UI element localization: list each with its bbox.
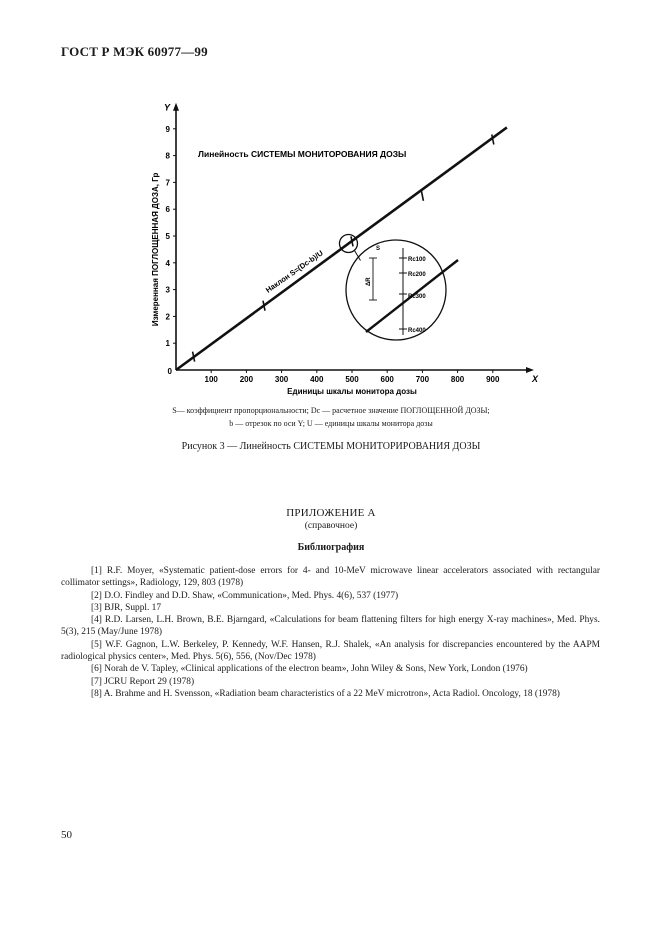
y-axis-arrow [173,103,179,111]
x-tick-label: 800 [450,375,465,384]
figure-note-line-2: b — отрезок по оси Y; U — единицы шкалы монитора дозы [229,419,433,428]
chart-marks [176,127,507,370]
bibliography-item: [8] A. Brahme and H. Svensson, «Radiation beam characteristics of a 22 MeV microtron», Acta Radiol. Oncology, 18 (1978) [91,688,560,699]
x-tick-label: 600 [380,375,394,384]
y-tick-label: 8 [165,151,170,161]
x-axis-label: Единицы шкалы монитора дозы [287,387,417,396]
y-axis-letter: Y [164,102,171,113]
y-tick-label: 6 [165,205,170,215]
chart-inset [346,240,458,340]
x-tick-label: 200 [239,375,254,384]
bibliography-item: [6] Norah de V. Tapley, «Clinical applications of the electron beam», John Wiley & Sons, New York, London (1976) [91,664,528,675]
figure-caption: Рисунок 3 — Линейность СИСТЕМЫ МОНИТОРИРОВАНИЯ ДОЗЫ [181,441,481,452]
x-tick-label: 700 [415,375,430,384]
appendix-title: ПРИЛОЖЕНИЕ А [286,507,376,519]
x-axis-arrow [526,367,534,373]
data-point [193,352,195,362]
bibliography-item: [4] R.D. Larsen, L.H. Brown, B.E. Bjarngard, «Calculations for beam flattening filters for high energy X-ray machines», Med. Phys. 5(3), 215 (May/June 1978) [61,615,600,638]
y-tick-label: 3 [165,285,170,295]
y-tick-label: 9 [165,124,170,134]
bibliography-item: [7] JCRU Report 29 (1978) [91,676,195,687]
bibliography-item: [5] W.F. Gagnon, L.W. Berkeley, P. Kennedy, W.F. Hansen, R.J. Shalek, «An analysis for discrepancies encountered by the AAPM radiological physics center», Med. Phys. 5(6), 556, (Nov/Dec 1978) [61,639,600,663]
bibliography-list [61,565,600,700]
data-point [421,191,423,201]
document-header: ГОСТ Р МЭК 60977—99 [61,44,208,59]
x-axis-letter: X [532,374,539,384]
bibliography-item: [1] R.F. Moyer, «Systematic patient-dose errors for 4- and 10-MeV microwave linear accelerators associated with rectangular collimator settings», Radiology, 129, 803 (1978) [61,566,600,589]
x-tick-label: 400 [310,375,324,384]
inset-label-s: S [376,246,381,252]
data-point [351,236,353,246]
y-tick-label: 2 [165,312,170,322]
inset-label-delta-r: ΔR [366,277,372,286]
inset-label-rc200: Rc200 [408,272,426,278]
x-tick-label: 300 [274,375,289,384]
inset-circle [346,240,446,340]
x-tick-label: 900 [486,375,500,384]
y-tick-label: 7 [165,178,170,188]
x-tick-label: 500 [345,375,359,384]
page-number: 50 [61,829,72,841]
y-tick-label: 5 [165,232,170,241]
inset-label-rc100: Rc100 [408,257,426,263]
slope-label: Наклон S=(Dc-b)/U [263,248,325,295]
bibliography-title: Библиография [297,542,365,553]
chart-title: Линейность СИСТЕМЫ МОНИТОРОВАНИЯ ДОЗЫ [198,149,407,159]
dose-linearity-chart [140,100,539,400]
y-axis-label: Измеренная ПОГЛОЩЕННАЯ ДОЗА, Гр [151,172,160,327]
figure-note-line-1: S— коэффициент пропорциональности; Dc — расчетное значение ПОГЛОЩЕННОЙ ДОЗЫ; [172,406,490,415]
bibliography-item: [3] BJR, Suppl. 17 [91,602,162,613]
appendix-subtitle: (справочное) [304,521,358,531]
data-point [263,301,265,311]
bibliography-item: [2] D.O. Findley and D.D. Shaw, «Communication», Med. Phys. 4(6), 537 (1977) [91,590,399,601]
inset-label-rc300: Rc300 [408,294,426,300]
y-tick-label: 4 [165,258,170,268]
origin-label: 0 [167,367,172,376]
x-tick-label: 100 [204,375,218,384]
inset-label-rc400: Rc400 [408,328,426,334]
y-tick-label: 1 [165,339,170,349]
